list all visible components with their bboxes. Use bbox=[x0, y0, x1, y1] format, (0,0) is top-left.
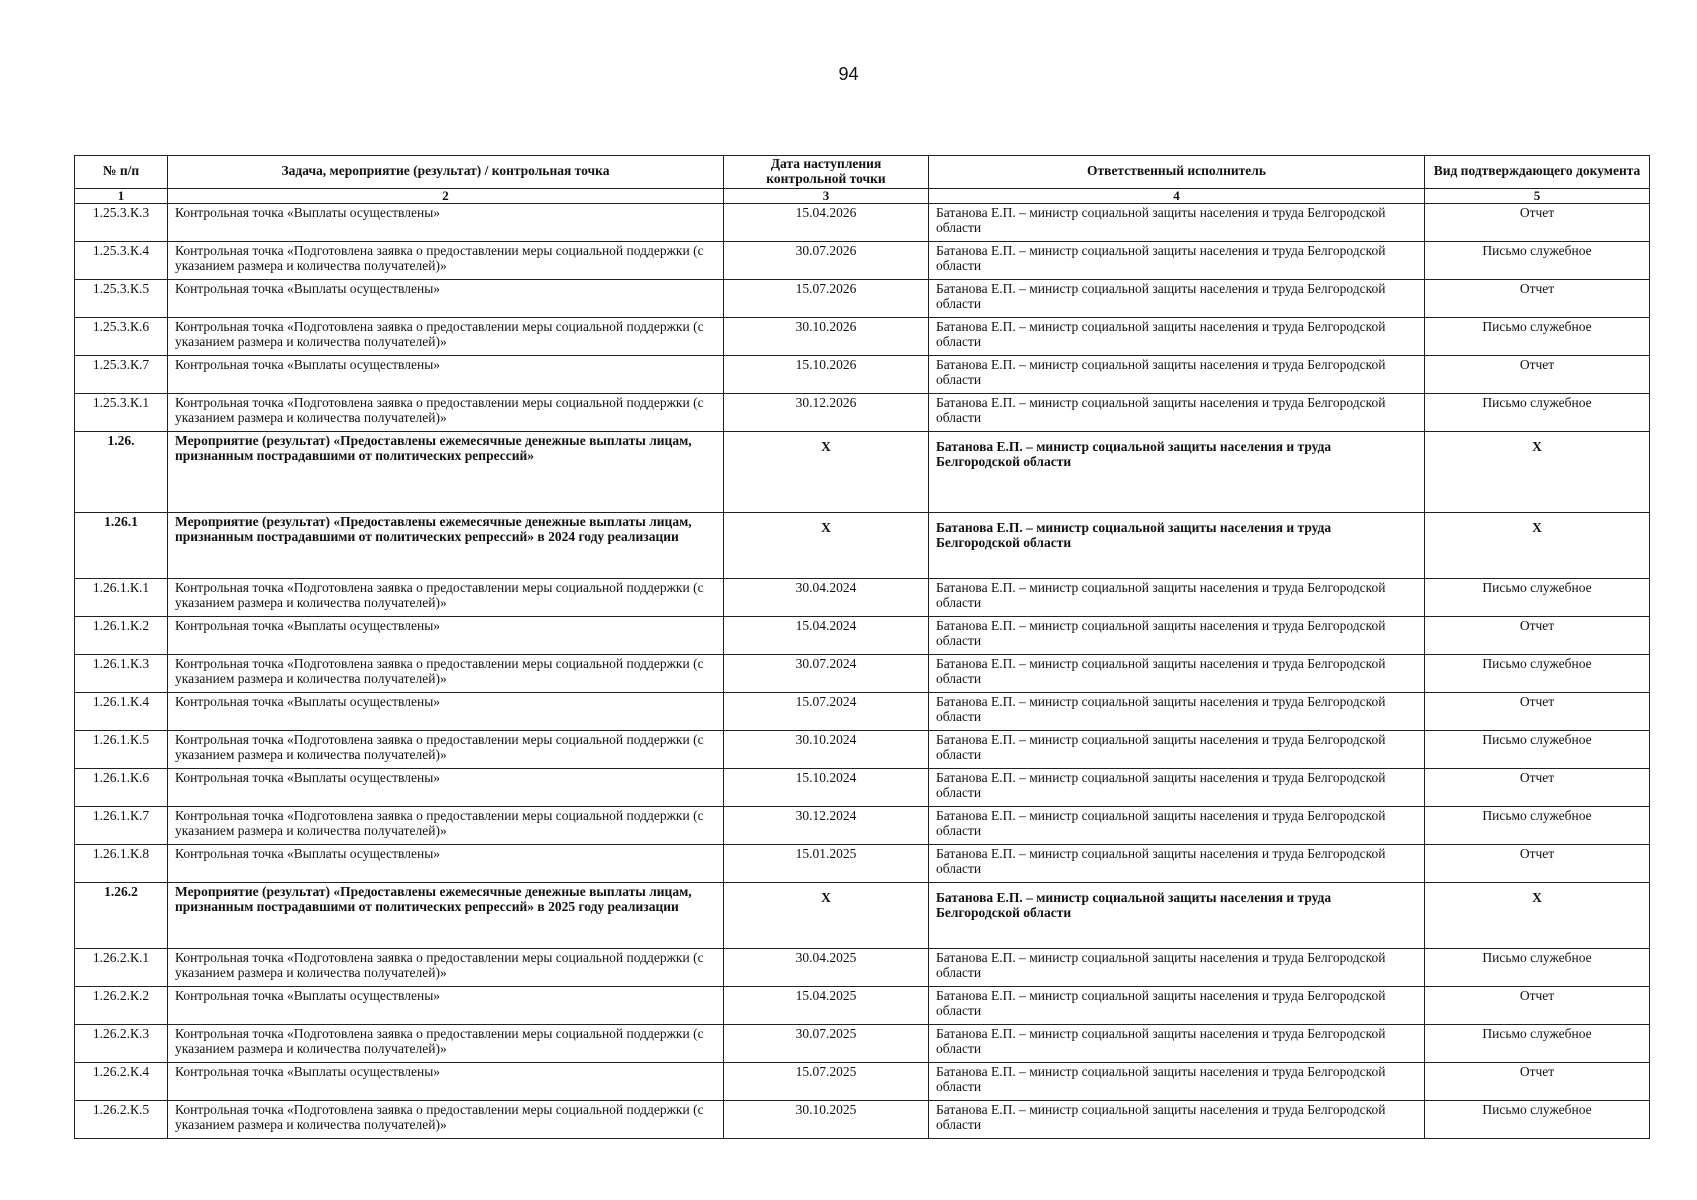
cell-document: Письмо служебное bbox=[1425, 1024, 1650, 1062]
cell-date: 30.12.2024 bbox=[724, 806, 929, 844]
cell-number: 1.26.2.К.1 bbox=[75, 948, 168, 986]
cell-task: Контрольная точка «Выплаты осуществлены» bbox=[168, 986, 724, 1024]
cell-number: 1.25.3.К.5 bbox=[75, 279, 168, 317]
cell-responsible: Батанова Е.П. – министр социальной защиты населения и труда Белгородской области bbox=[929, 431, 1425, 512]
cell-date: 30.07.2025 bbox=[724, 1024, 929, 1062]
cell-responsible: Батанова Е.П. – министр социальной защиты населения и труда Белгородской области bbox=[929, 616, 1425, 654]
cell-task: Контрольная точка «Подготовлена заявка о предоставлении меры социальной поддержки (с указанием размера и количества получателей)» bbox=[168, 317, 724, 355]
cell-task: Контрольная точка «Подготовлена заявка о предоставлении меры социальной поддержки (с указанием размера и количества получателей)» bbox=[168, 1100, 724, 1138]
cell-date: 15.04.2025 bbox=[724, 986, 929, 1024]
cell-responsible: Батанова Е.П. – министр социальной защиты населения и труда Белгородской области bbox=[929, 279, 1425, 317]
cell-document: Отчет bbox=[1425, 768, 1650, 806]
cell-document: Х bbox=[1425, 882, 1650, 948]
control-points-table bbox=[74, 155, 1650, 1139]
cell-date: 15.01.2025 bbox=[724, 844, 929, 882]
cell-task: Контрольная точка «Подготовлена заявка о предоставлении меры социальной поддержки (с указанием размера и количества получателей)» bbox=[168, 1024, 724, 1062]
table-row bbox=[75, 578, 1650, 616]
cell-number: 1.26.1.К.8 bbox=[75, 844, 168, 882]
cell-document: Письмо служебное bbox=[1425, 1100, 1650, 1138]
table-row bbox=[75, 986, 1650, 1024]
table-row bbox=[75, 844, 1650, 882]
cell-responsible: Батанова Е.П. – министр социальной защиты населения и труда Белгородской области bbox=[929, 241, 1425, 279]
cell-date: Х bbox=[724, 882, 929, 948]
table-row bbox=[75, 512, 1650, 578]
cell-number: 1.26. bbox=[75, 431, 168, 512]
cell-task: Контрольная точка «Подготовлена заявка о предоставлении меры социальной поддержки (с указанием размера и количества получателей)» bbox=[168, 806, 724, 844]
table-row bbox=[75, 241, 1650, 279]
cell-document: Отчет bbox=[1425, 203, 1650, 241]
cell-task: Контрольная точка «Выплаты осуществлены» bbox=[168, 692, 724, 730]
cell-number: 1.25.3.К.6 bbox=[75, 317, 168, 355]
cell-document: Письмо служебное bbox=[1425, 948, 1650, 986]
table-row bbox=[75, 692, 1650, 730]
cell-date: 15.10.2026 bbox=[724, 355, 929, 393]
cell-date: 30.04.2024 bbox=[724, 578, 929, 616]
cell-responsible: Батанова Е.П. – министр социальной защиты населения и труда Белгородской области bbox=[929, 768, 1425, 806]
cell-document: Письмо служебное bbox=[1425, 393, 1650, 431]
cell-document: Отчет bbox=[1425, 355, 1650, 393]
cell-responsible: Батанова Е.П. – министр социальной защиты населения и труда Белгородской области bbox=[929, 355, 1425, 393]
table-row bbox=[75, 730, 1650, 768]
cell-date: 15.04.2026 bbox=[724, 203, 929, 241]
cell-document: Х bbox=[1425, 431, 1650, 512]
table-row bbox=[75, 1024, 1650, 1062]
cell-document: Письмо служебное bbox=[1425, 730, 1650, 768]
cell-document: Письмо служебное bbox=[1425, 806, 1650, 844]
cell-number: 1.26.2.К.5 bbox=[75, 1100, 168, 1138]
cell-responsible: Батанова Е.П. – министр социальной защиты населения и труда Белгородской области bbox=[929, 844, 1425, 882]
cell-responsible: Батанова Е.П. – министр социальной защиты населения и труда Белгородской области bbox=[929, 882, 1425, 948]
cell-responsible: Батанова Е.П. – министр социальной защиты населения и труда Белгородской области bbox=[929, 203, 1425, 241]
cell-number: 1.26.1.К.7 bbox=[75, 806, 168, 844]
cell-number: 1.25.3.К.1 bbox=[75, 393, 168, 431]
cell-number: 1.26.1.К.1 bbox=[75, 578, 168, 616]
cell-document: Отчет bbox=[1425, 616, 1650, 654]
cell-number: 1.25.3.К.4 bbox=[75, 241, 168, 279]
column-number-3: 3 bbox=[724, 188, 929, 203]
table-row bbox=[75, 768, 1650, 806]
cell-task: Мероприятие (результат) «Предоставлены ежемесячные денежные выплаты лицам, признанным пострадавшими от политических репрессий» в 2025 году реализации bbox=[168, 882, 724, 948]
header-date: Дата наступления контрольной точки bbox=[724, 156, 929, 189]
cell-date: 30.10.2025 bbox=[724, 1100, 929, 1138]
cell-task: Контрольная точка «Выплаты осуществлены» bbox=[168, 768, 724, 806]
cell-task: Мероприятие (результат) «Предоставлены ежемесячные денежные выплаты лицам, признанным пострадавшими от политических репрессий» в 2024 году реализации bbox=[168, 512, 724, 578]
cell-responsible: Батанова Е.П. – министр социальной защиты населения и труда Белгородской области bbox=[929, 512, 1425, 578]
table-row bbox=[75, 431, 1650, 512]
table-row bbox=[75, 355, 1650, 393]
cell-date: 15.07.2025 bbox=[724, 1062, 929, 1100]
cell-task: Контрольная точка «Выплаты осуществлены» bbox=[168, 279, 724, 317]
column-number-1: 1 bbox=[75, 188, 168, 203]
cell-task: Контрольная точка «Подготовлена заявка о предоставлении меры социальной поддержки (с указанием размера и количества получателей)» bbox=[168, 578, 724, 616]
cell-date: 15.10.2024 bbox=[724, 768, 929, 806]
header-task: Задача, мероприятие (результат) / контрольная точка bbox=[168, 156, 724, 189]
cell-document: Письмо служебное bbox=[1425, 241, 1650, 279]
cell-responsible: Батанова Е.П. – министр социальной защиты населения и труда Белгородской области bbox=[929, 393, 1425, 431]
table-body bbox=[75, 203, 1650, 1138]
cell-responsible: Батанова Е.П. – министр социальной защиты населения и труда Белгородской области bbox=[929, 1024, 1425, 1062]
cell-number: 1.26.1.К.5 bbox=[75, 730, 168, 768]
cell-task: Контрольная точка «Подготовлена заявка о предоставлении меры социальной поддержки (с указанием размера и количества получателей)» bbox=[168, 730, 724, 768]
header-number: № п/п bbox=[75, 156, 168, 189]
cell-number: 1.26.2.К.4 bbox=[75, 1062, 168, 1100]
cell-responsible: Батанова Е.П. – министр социальной защиты населения и труда Белгородской области bbox=[929, 986, 1425, 1024]
cell-date: 15.04.2024 bbox=[724, 616, 929, 654]
cell-task: Контрольная точка «Подготовлена заявка о предоставлении меры социальной поддержки (с указанием размера и количества получателей)» bbox=[168, 948, 724, 986]
cell-number: 1.26.1.К.3 bbox=[75, 654, 168, 692]
cell-date: 30.10.2024 bbox=[724, 730, 929, 768]
cell-date: 15.07.2026 bbox=[724, 279, 929, 317]
cell-date: 30.12.2026 bbox=[724, 393, 929, 431]
page-number: 94 bbox=[838, 64, 859, 84]
cell-document: Письмо служебное bbox=[1425, 654, 1650, 692]
cell-task: Контрольная точка «Выплаты осуществлены» bbox=[168, 844, 724, 882]
table-row bbox=[75, 317, 1650, 355]
table-row bbox=[75, 882, 1650, 948]
cell-number: 1.26.1.К.6 bbox=[75, 768, 168, 806]
table-row bbox=[75, 393, 1650, 431]
cell-number: 1.26.1.К.2 bbox=[75, 616, 168, 654]
cell-responsible: Батанова Е.П. – министр социальной защиты населения и труда Белгородской области bbox=[929, 948, 1425, 986]
cell-responsible: Батанова Е.П. – министр социальной защиты населения и труда Белгородской области bbox=[929, 578, 1425, 616]
cell-responsible: Батанова Е.П. – министр социальной защиты населения и труда Белгородской области bbox=[929, 692, 1425, 730]
table-row bbox=[75, 616, 1650, 654]
header-responsible: Ответственный исполнитель bbox=[929, 156, 1425, 189]
cell-date: 30.07.2024 bbox=[724, 654, 929, 692]
cell-task: Контрольная точка «Выплаты осуществлены» bbox=[168, 1062, 724, 1100]
cell-task: Контрольная точка «Подготовлена заявка о предоставлении меры социальной поддержки (с указанием размера и количества получателей)» bbox=[168, 241, 724, 279]
table-row bbox=[75, 203, 1650, 241]
cell-number: 1.26.2 bbox=[75, 882, 168, 948]
cell-document: Отчет bbox=[1425, 279, 1650, 317]
column-number-2: 2 bbox=[168, 188, 724, 203]
cell-document: Письмо служебное bbox=[1425, 578, 1650, 616]
table-row bbox=[75, 948, 1650, 986]
cell-responsible: Батанова Е.П. – министр социальной защиты населения и труда Белгородской области bbox=[929, 317, 1425, 355]
cell-number: 1.26.2.К.3 bbox=[75, 1024, 168, 1062]
table-row bbox=[75, 279, 1650, 317]
cell-number: 1.26.1 bbox=[75, 512, 168, 578]
cell-task: Контрольная точка «Подготовлена заявка о предоставлении меры социальной поддержки (с указанием размера и количества получателей)» bbox=[168, 654, 724, 692]
table-row bbox=[75, 806, 1650, 844]
cell-responsible: Батанова Е.П. – министр социальной защиты населения и труда Белгородской области bbox=[929, 1100, 1425, 1138]
cell-responsible: Батанова Е.П. – министр социальной защиты населения и труда Белгородской области bbox=[929, 1062, 1425, 1100]
cell-number: 1.25.3.К.3 bbox=[75, 203, 168, 241]
cell-document: Письмо служебное bbox=[1425, 317, 1650, 355]
table-row bbox=[75, 654, 1650, 692]
cell-date: Х bbox=[724, 431, 929, 512]
header-document: Вид подтверждающего документа bbox=[1425, 156, 1650, 189]
cell-task: Контрольная точка «Подготовлена заявка о предоставлении меры социальной поддержки (с указанием размера и количества получателей)» bbox=[168, 393, 724, 431]
cell-number: 1.26.1.К.4 bbox=[75, 692, 168, 730]
cell-responsible: Батанова Е.П. – министр социальной защиты населения и труда Белгородской области bbox=[929, 654, 1425, 692]
cell-number: 1.26.2.К.2 bbox=[75, 986, 168, 1024]
cell-responsible: Батанова Е.П. – министр социальной защиты населения и труда Белгородской области bbox=[929, 806, 1425, 844]
column-number-4: 4 bbox=[929, 188, 1425, 203]
cell-date: 15.07.2024 bbox=[724, 692, 929, 730]
cell-responsible: Батанова Е.П. – министр социальной защиты населения и труда Белгородской области bbox=[929, 730, 1425, 768]
cell-date: 30.07.2026 bbox=[724, 241, 929, 279]
cell-task: Контрольная точка «Выплаты осуществлены» bbox=[168, 616, 724, 654]
cell-task: Контрольная точка «Выплаты осуществлены» bbox=[168, 355, 724, 393]
cell-task: Контрольная точка «Выплаты осуществлены» bbox=[168, 203, 724, 241]
cell-document: Отчет bbox=[1425, 692, 1650, 730]
cell-date: 30.10.2026 bbox=[724, 317, 929, 355]
cell-number: 1.25.3.К.7 bbox=[75, 355, 168, 393]
cell-document: Отчет bbox=[1425, 1062, 1650, 1100]
cell-document: Отчет bbox=[1425, 986, 1650, 1024]
cell-date: 30.04.2025 bbox=[724, 948, 929, 986]
table-row bbox=[75, 1062, 1650, 1100]
cell-document: Отчет bbox=[1425, 844, 1650, 882]
cell-date: Х bbox=[724, 512, 929, 578]
column-number-5: 5 bbox=[1425, 188, 1650, 203]
cell-document: Х bbox=[1425, 512, 1650, 578]
cell-task: Мероприятие (результат) «Предоставлены ежемесячные денежные выплаты лицам, признанным пострадавшими от политических репрессий» bbox=[168, 431, 724, 512]
table-row bbox=[75, 1100, 1650, 1138]
